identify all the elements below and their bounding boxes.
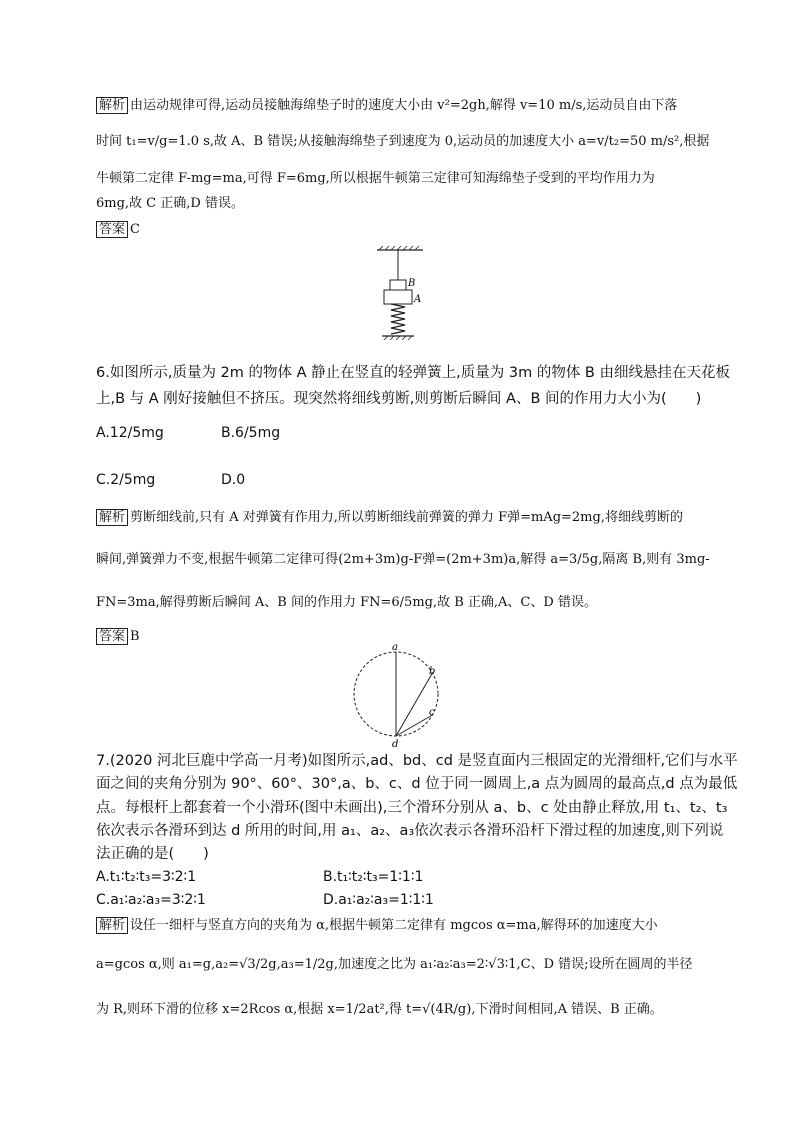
q7-stem-line-1: 7.(2020 河北巨鹿中学高一月考)如图所示,ad、bd、cd 是竖直面内三根固定的光滑细杆,它们与水平 <box>96 753 738 769</box>
q5-analysis-line-2: 时间 t₁=v/g=1.0 s,故 A、B 错误;从接触海绵垫子到速度为 0,运动员的加速度大小 a=v/t₂=50 m/s²,根据 <box>96 134 710 149</box>
q6-analysis-line-3: FN=3ma,解得剪断后瞬间 A、B 间的作用力 FN=6/5mg,故 B 正确,A、C、D 错误。 <box>96 595 597 610</box>
q7-option-b: B.t₁∶t₂∶t₃=1∶1∶1 <box>323 869 424 885</box>
q6-stem-line-1: 6.如图所示,质量为 2m 的物体 A 静止在竖直的轻弹簧上,质量为 3m 的物体 B 由细线悬挂在天花板 <box>96 365 730 381</box>
answer-tag: 答案 <box>96 221 128 238</box>
label-b: B <box>408 278 416 289</box>
q7-stem-line-2: 面之间的夹角分别为 90°、60°、30°,a、b、c、d 位于同一圆周上,a 点为圆周的最高点,d 点为最低 <box>96 776 738 792</box>
point-a-label: a <box>392 642 398 653</box>
floor-hatch <box>384 336 412 340</box>
q7-analysis-line-2: a=gcos α,则 a₁=g,a₂=√3/2g,a₃=1/2g,加速度之比为 a₁∶a₂∶a₃=2∶√3∶1,C、D 错误;设所在圆周的半径 <box>96 957 693 972</box>
q6-stem-line-2: 上,B 与 A 刚好接触但不挤压。现突然将细线剪断,则剪断后瞬间 A、B 间的作用力大小为( ) <box>96 391 702 407</box>
q5-analysis-line-4: 6mg,故 C 正确,D 错误。 <box>96 196 244 211</box>
q6-option-a: A.12/5mg <box>96 425 164 441</box>
spring-block-figure <box>370 246 430 346</box>
answer-tag: 答案 <box>96 628 128 645</box>
rod-cd <box>396 715 432 736</box>
q6-answer-value: B <box>130 629 140 644</box>
point-d-label: d <box>392 739 399 750</box>
q5-analysis-line-3: 牛顿第二定律 F-mg=ma,可得 F=6mg,所以根据牛顿第三定律可知海绵垫子受到的平均作用力为 <box>96 171 655 186</box>
q7-stem-line-3: 点。每根杆上都套着一个小滑环(图中未画出),三个滑环分别从 a、b、c 处由静止释放,用 t₁、t₂、t₃ <box>96 800 728 816</box>
q7-analysis-line-1: 解析 设任一细杆与竖直方向的夹角为 α,根据牛顿第二定律有 mgcos α=ma,解得环的加速度大小 <box>96 917 658 934</box>
q6-option-b: B.6/5mg <box>221 425 281 441</box>
label-a: A <box>414 294 422 305</box>
rod-bd <box>396 673 432 736</box>
q5-answer <box>96 221 140 238</box>
analysis-tag: 解析 <box>96 509 128 526</box>
q7-analysis-line-3: 为 R,则环下滑的位移 x=2Rcos α,根据 x=1/2at²,得 t=√(4R/g),下滑时间相同,A 错误、B 正确。 <box>96 1002 663 1017</box>
analysis-tag: 解析 <box>96 97 128 114</box>
q6-analysis-line-2: 瞬间,弹簧弹力不变,根据牛顿第二定律可得(2m+3m)g-F弹=(2m+3m)a,解得 a=3/5g,隔离 B,则有 3mg- <box>96 552 710 567</box>
q7-stem-line-5: 法正确的是( ) <box>96 846 209 862</box>
q6-analysis-line-1: 解析 剪断细线前,只有 A 对弹簧有作用力,所以剪断细线前弹簧的弹力 F弹=mAg=2mg,将细线剪断的 <box>96 509 683 526</box>
q5-analysis-line-1: 解析 由运动规律可得,运动员接触海绵垫子时的速度大小由 v²=2gh,解得 v=10 m/s,运动员自由下落 <box>96 97 677 114</box>
q5-answer-value: C <box>130 222 140 237</box>
point-b-label: b <box>429 666 436 677</box>
circle-rods-figure <box>348 642 448 750</box>
analysis-tag: 解析 <box>96 917 128 934</box>
q6-option-c: C.2/5mg <box>96 472 156 488</box>
q7-option-c: C.a₁∶a₂∶a₃=3∶2∶1 <box>96 892 206 908</box>
spring <box>391 304 405 334</box>
q6-answer <box>96 628 140 645</box>
q7-option-d: D.a₁∶a₂∶a₃=1∶1∶1 <box>323 892 434 908</box>
block-a <box>384 290 412 304</box>
q7-option-a: A.t₁∶t₂∶t₃=3∶2∶1 <box>96 869 197 885</box>
point-c-label: c <box>429 707 435 718</box>
block-b <box>390 280 406 290</box>
q7-stem-line-4: 依次表示各滑环到达 d 所用的时间,用 a₁、a₂、a₃依次表示各滑环沿杆下滑过程的加速度,则下列说 <box>96 823 724 839</box>
q6-option-d: D.0 <box>221 472 246 488</box>
ceiling-hatch <box>379 246 419 250</box>
